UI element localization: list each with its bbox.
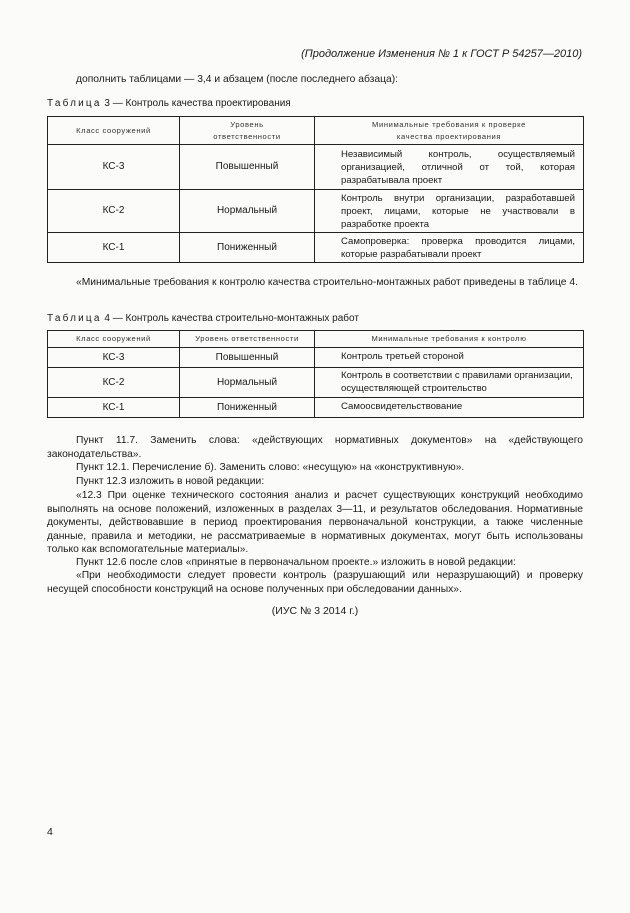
table4-level-cell: Нормальный bbox=[180, 368, 315, 398]
table3-requirement-cell: Контроль внутри организации, разработавшей проект, лицами, которые не участвовали в разработке проекта bbox=[315, 190, 584, 233]
table4-header-cell: Минимальные требования к контролю bbox=[315, 331, 584, 348]
intro-paragraph: дополнить таблицами — 3,4 и абзацем (после последнего абзаца): bbox=[76, 74, 399, 85]
table-row bbox=[48, 348, 584, 368]
table3-caption-text: 3 — Контроль качества проектирования bbox=[101, 98, 291, 109]
table3-header-row bbox=[48, 117, 584, 145]
table4-caption-text: 4 — Контроль качества строительно-монтажных работ bbox=[101, 313, 359, 324]
amendment-11-7: Пункт 11.7. Заменить слова: «действующих нормативных документов» на «действующего законодательства». bbox=[47, 435, 583, 460]
amendment-12-3-intro: Пункт 12.3 изложить в новой редакции: bbox=[76, 476, 265, 487]
table4-requirement-cell: Контроль в соответствии с правилами организации, осуществляющей строительство bbox=[315, 368, 584, 398]
table3-header-cell: Уровень ответственности bbox=[180, 117, 315, 145]
amendment-12-6-text: «При необходимости следует провести контроль (разрушающий или неразрушающий) и проверку несущей способности конструкций на основе полученных при обследовании данных». bbox=[47, 570, 583, 595]
table4-class-cell: КС-2 bbox=[48, 368, 180, 398]
table4-header-cell: Уровень ответственности bbox=[180, 331, 315, 348]
table-row bbox=[48, 145, 584, 190]
amendment-12-6-intro: Пункт 12.6 после слов «принятые в первоначальном проекте.» изложить в новой редакции: bbox=[76, 557, 516, 568]
table-row bbox=[48, 398, 584, 418]
table3 bbox=[47, 116, 584, 263]
table-row bbox=[48, 368, 584, 398]
table3-caption bbox=[47, 97, 291, 111]
table3-class-cell: КС-3 bbox=[48, 145, 180, 190]
table4-requirement-cell: Самоосвидетельствование bbox=[315, 398, 584, 418]
table4-class-cell: КС-1 bbox=[48, 398, 180, 418]
table-row bbox=[48, 233, 584, 263]
amendment-12-1: Пункт 12.1. Перечисление б). Заменить слово: «несущую» на «конструктивную». bbox=[76, 462, 465, 473]
table4-level-cell: Пониженный bbox=[180, 398, 315, 418]
table3-level-cell: Пониженный bbox=[180, 233, 315, 263]
table3-caption-label: Таблица bbox=[47, 98, 102, 109]
table3-header-cell: Минимальные требования к проверке качества проектирования bbox=[315, 117, 584, 145]
publication-note: (ИУС № 3 2014 г.) bbox=[271, 605, 359, 617]
table3-requirement-cell: Независимый контроль, осуществляемый организацией, отличной от той, которая разрабатывала проект bbox=[315, 145, 584, 190]
table3-level-cell: Повышенный bbox=[180, 145, 315, 190]
table4-level-cell: Повышенный bbox=[180, 348, 315, 368]
table4-caption bbox=[47, 312, 359, 326]
running-header: (Продолжение Изменения № 1 к ГОСТ Р 54257—2010) bbox=[301, 48, 582, 60]
table4-header-row bbox=[48, 331, 584, 348]
table3-class-cell: КС-2 bbox=[48, 190, 180, 233]
table4-intro-paragraph: «Минимальные требования к контролю качества строительно-монтажных работ приведены в таблице 4. bbox=[76, 277, 578, 288]
table4-header-cell: Класс сооружений bbox=[48, 331, 180, 348]
page-number: 4 bbox=[47, 826, 53, 838]
table4-class-cell: КС-3 bbox=[48, 348, 180, 368]
table3-level-cell: Нормальный bbox=[180, 190, 315, 233]
table3-header-cell: Класс сооружений bbox=[48, 117, 180, 145]
table3-class-cell: КС-1 bbox=[48, 233, 180, 263]
table4-caption-label: Таблица bbox=[47, 313, 102, 324]
table4 bbox=[47, 330, 584, 418]
amendment-12-3-text: «12.3 При оценке технического состояния анализ и расчет существующих конструкций необходимо выполнять на основе положений, изложенных в разделах 3—11, и результатов обследования. Нормативные документы, действовавшие в период проектирования первоначальной конструкции, а также численные данные, правила и методики, не рассматриваемые в нормативных документах, могут быть использованы только как вспомогательные материалы». bbox=[47, 490, 583, 556]
table4-requirement-cell: Контроль третьей стороной bbox=[315, 348, 584, 368]
table3-requirement-cell: Самопроверка: проверка проводится лицами, которые разрабатывали проект bbox=[315, 233, 584, 263]
table-row bbox=[48, 190, 584, 233]
